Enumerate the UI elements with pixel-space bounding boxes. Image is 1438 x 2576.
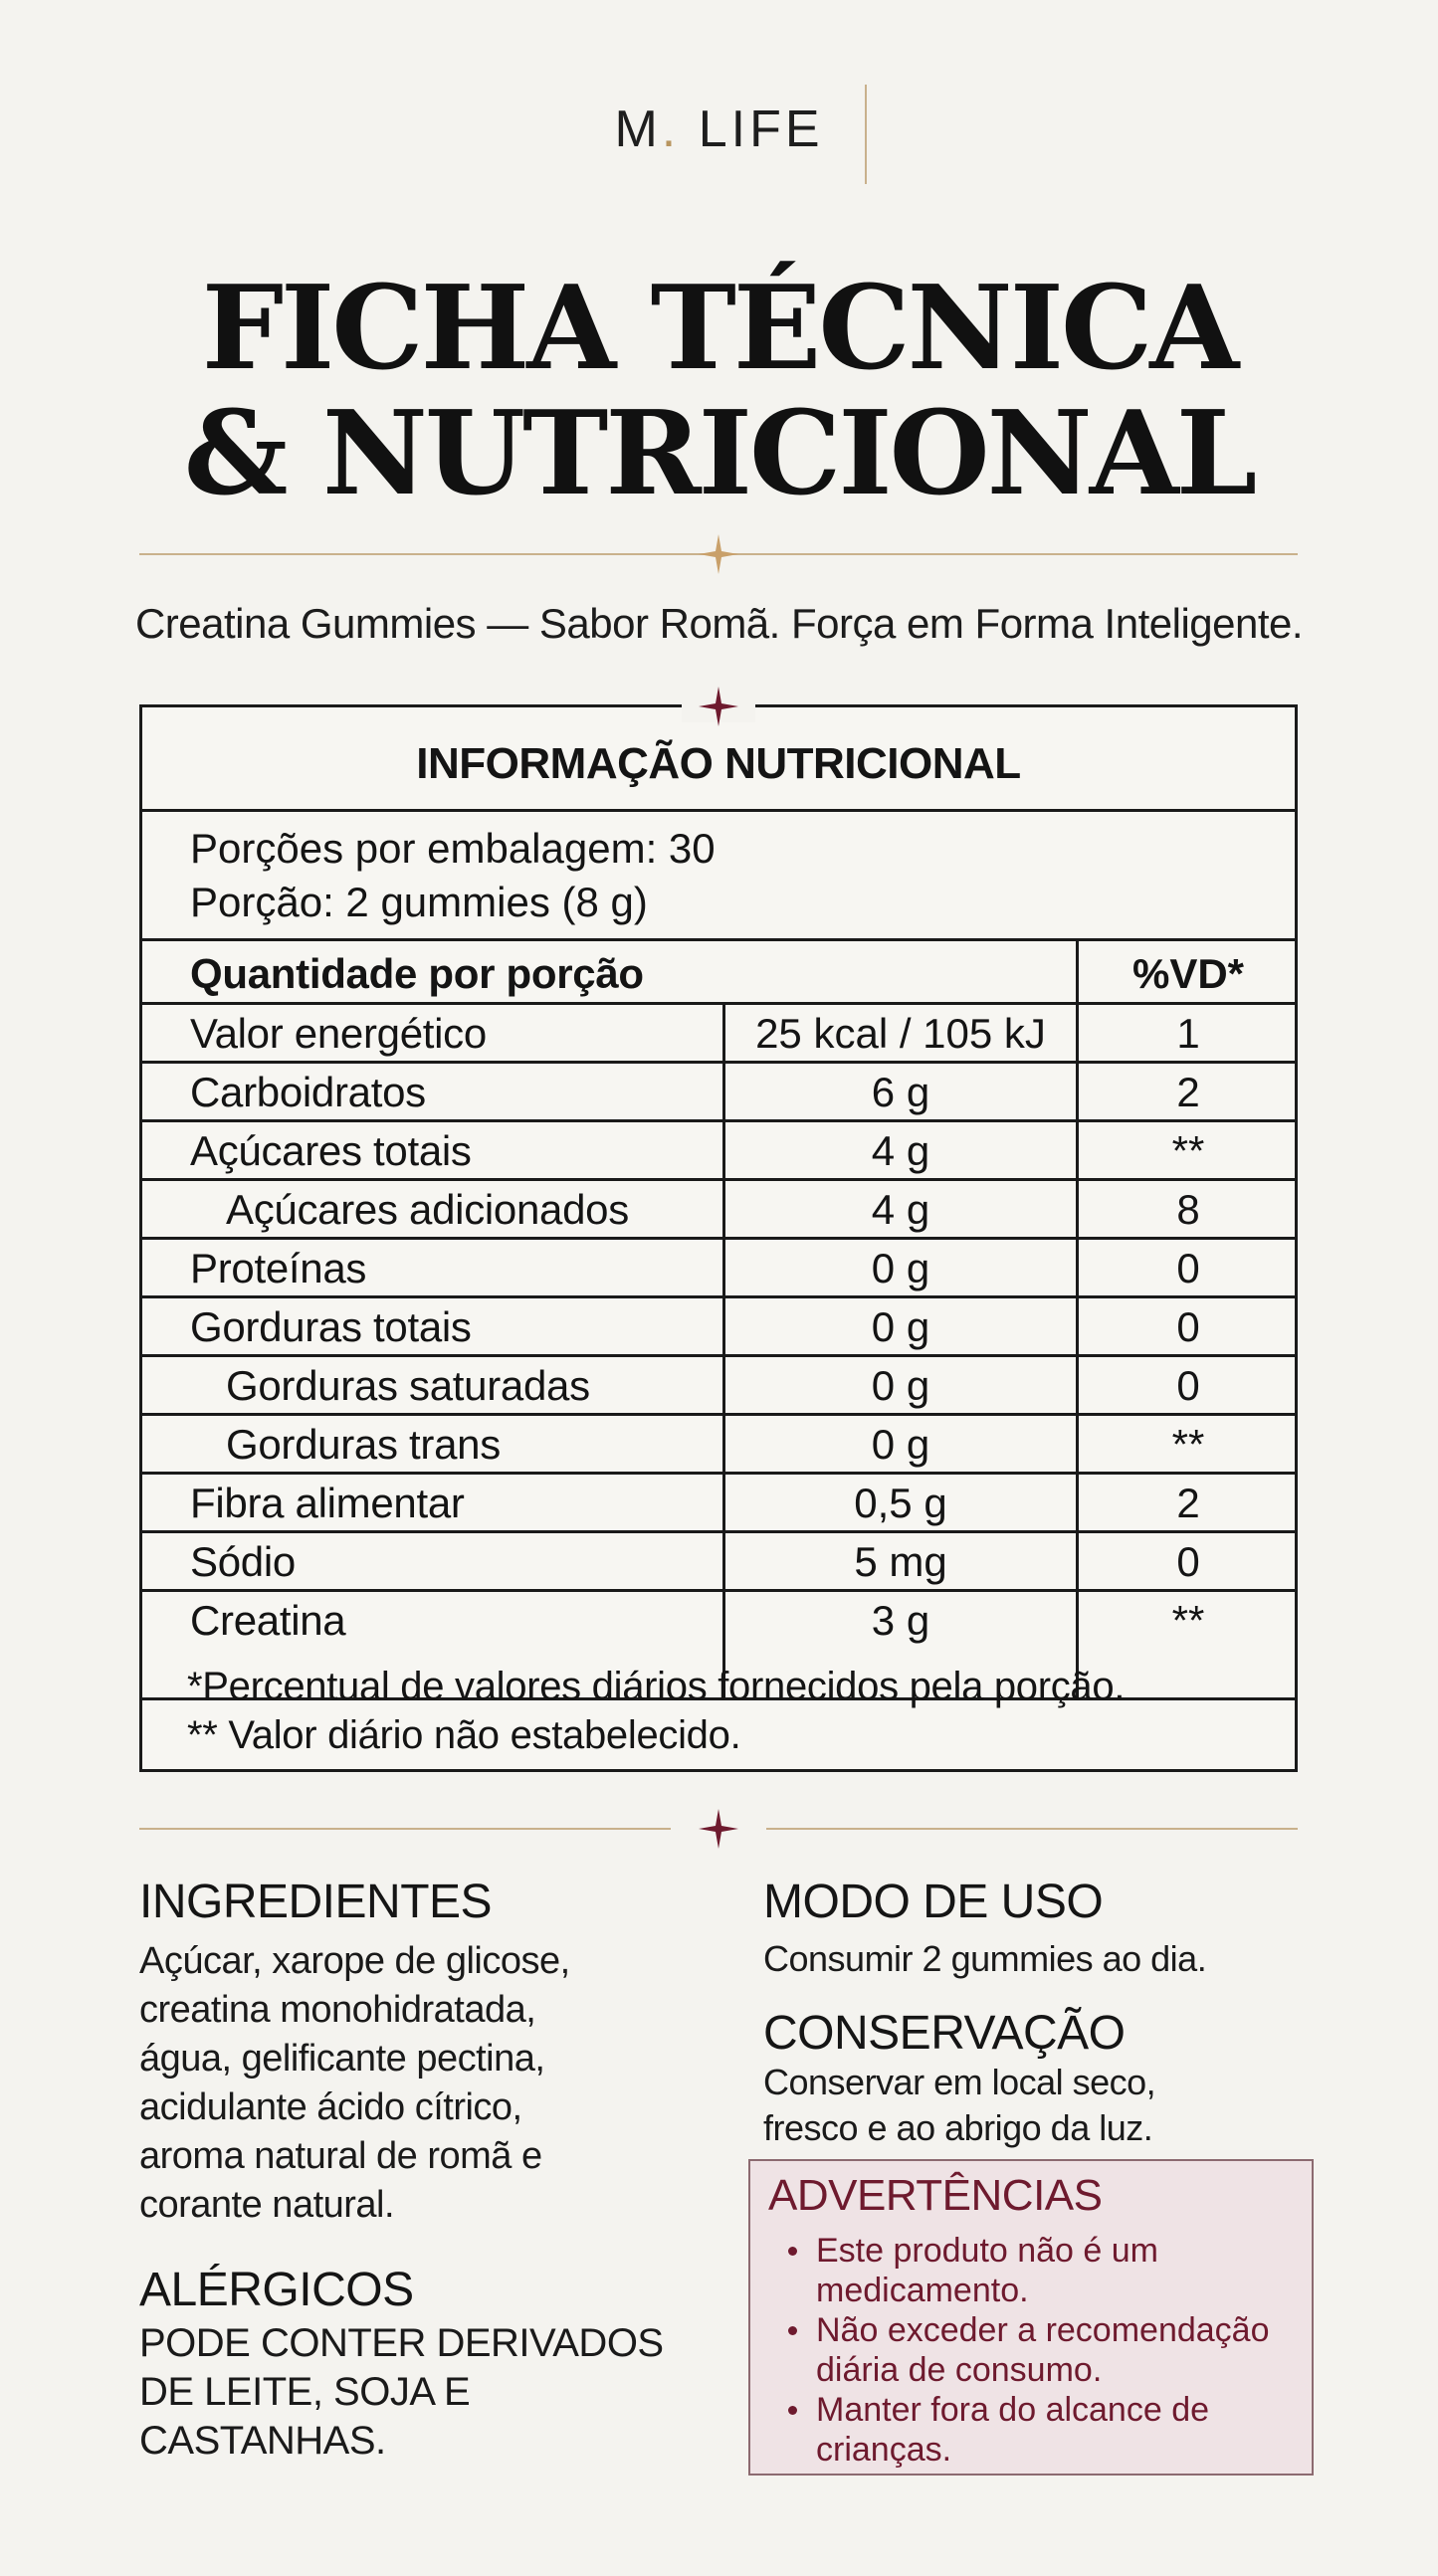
row-label-trans-fat: Gorduras trans — [226, 1421, 501, 1468]
row-vd-total-sugars: ** — [1171, 1127, 1205, 1174]
row-amount-fiber: 0,5 g — [854, 1480, 947, 1526]
warning-line: Manter fora do alcance de — [816, 2391, 1210, 2429]
row-label-sodium: Sódio — [190, 1538, 296, 1585]
warning-item — [770, 2390, 1308, 2470]
ingredients-heading: INGREDIENTES — [139, 1876, 493, 1928]
table-rule — [142, 1354, 1295, 1357]
allergens-line: PODE CONTER DERIVADOS — [139, 2321, 664, 2365]
brand-dot: . — [661, 100, 681, 158]
row-amount-sodium: 5 mg — [854, 1538, 947, 1585]
ingredients-text — [139, 1937, 570, 2230]
table-rule — [142, 938, 1295, 941]
table-rule — [142, 1061, 1295, 1064]
storage-text — [763, 2060, 1155, 2151]
ingredients-line: creatina monohidratada, — [139, 1989, 536, 2031]
table-rule — [142, 1530, 1295, 1533]
table-rule — [142, 1295, 1295, 1298]
row-vd-saturated-fat: 0 — [1176, 1362, 1200, 1409]
row-vd-sodium: 0 — [1176, 1538, 1200, 1585]
allergens-heading: ALÉRGICOS — [139, 2264, 414, 2316]
row-amount-saturated-fat: 0 g — [871, 1362, 930, 1409]
row-label-added-sugars: Açúcares adicionados — [226, 1186, 629, 1233]
row-vd-added-sugars: 8 — [1176, 1186, 1200, 1233]
warning-line: diária de consumo. — [816, 2351, 1103, 2389]
row-amount-protein: 0 g — [871, 1245, 930, 1291]
row-amount-carbs: 6 g — [871, 1069, 930, 1115]
header-vd: %VD* — [1131, 950, 1245, 997]
row-amount-total-fat: 0 g — [871, 1303, 930, 1350]
warning-item — [770, 2231, 1308, 2310]
table-rule — [142, 809, 1295, 812]
product-subtitle: Creatina Gummies — Sabor Romã. Força em Forma Inteligente. — [134, 600, 1304, 647]
brand-suffix: LIFE — [680, 100, 824, 158]
sparkle-icon — [697, 685, 740, 728]
brand-logo — [0, 99, 1438, 159]
servings-per-package: Porções por embalagem: 30 — [190, 825, 716, 872]
warnings-heading: ADVERTÊNCIAS — [768, 2171, 1103, 2220]
ingredients-line: acidulante ácido cítrico, — [139, 2086, 522, 2128]
warnings-list — [770, 2231, 1308, 2470]
table-rule — [142, 1178, 1295, 1181]
storage-line: fresco e ao abrigo da luz. — [763, 2107, 1153, 2148]
row-vd-energy: 1 — [1176, 1010, 1200, 1057]
warning-line: Este produto não é um — [816, 2232, 1159, 2270]
ingredients-line: aroma natural de romã e — [139, 2135, 542, 2177]
footnote-vd: *Percentual de valores diários fornecidos pela porção. — [187, 1665, 1126, 1708]
warning-line: crianças. — [816, 2431, 952, 2469]
row-vd-protein: 0 — [1176, 1245, 1200, 1291]
footnote-no-vd: ** Valor diário não estabelecido. — [187, 1713, 741, 1757]
row-vd-trans-fat: ** — [1171, 1421, 1205, 1468]
warning-line: medicamento. — [816, 2272, 1029, 2309]
row-vd-total-fat: 0 — [1176, 1303, 1200, 1350]
row-vd-creatine: ** — [1171, 1597, 1205, 1644]
brand-divider — [865, 85, 867, 184]
header-quantity: Quantidade por porção — [190, 950, 644, 997]
sparkle-icon — [697, 532, 740, 576]
sparkle-icon — [697, 1807, 740, 1851]
storage-line: Conservar em local seco, — [763, 2062, 1156, 2102]
row-label-carbs: Carboidratos — [190, 1069, 426, 1115]
row-amount-creatine: 3 g — [871, 1597, 930, 1644]
ingredients-line: água, gelificante pectina, — [139, 2038, 545, 2080]
table-rule — [142, 1119, 1295, 1122]
page-title-line1: FICHA TÉCNICA — [201, 261, 1237, 396]
table-rule — [142, 1413, 1295, 1416]
usage-heading: MODO DE USO — [763, 1876, 1104, 1928]
ingredients-line: Açúcar, xarope de glicose, — [139, 1940, 570, 1982]
storage-heading: CONSERVAÇÃO — [763, 2007, 1126, 2060]
row-label-total-fat: Gorduras totais — [190, 1303, 472, 1350]
section-divider-right — [766, 1828, 1298, 1830]
row-amount-total-sugars: 4 g — [871, 1127, 930, 1174]
row-label-energy: Valor energético — [190, 1010, 487, 1057]
row-label-total-sugars: Açúcares totais — [190, 1127, 472, 1174]
allergens-text — [139, 2319, 664, 2466]
row-vd-fiber: 2 — [1176, 1480, 1200, 1526]
row-amount-energy: 25 kcal / 105 kJ — [755, 1010, 1046, 1057]
nutrition-heading: INFORMAÇÃO NUTRICIONAL — [416, 739, 1021, 788]
allergens-line: DE LEITE, SOJA E — [139, 2370, 471, 2414]
row-amount-added-sugars: 4 g — [871, 1186, 930, 1233]
table-rule — [142, 1472, 1295, 1475]
usage-text: Consumir 2 gummies ao dia. — [763, 1938, 1207, 1979]
row-label-saturated-fat: Gorduras saturadas — [226, 1362, 590, 1409]
warnings-box — [748, 2159, 1314, 2476]
table-rule — [142, 1589, 1295, 1592]
ingredients-line: corante natural. — [139, 2184, 395, 2226]
nutrition-table — [139, 704, 1298, 1772]
page-title-line2: & NUTRICIONAL — [183, 386, 1255, 521]
row-amount-trans-fat: 0 g — [871, 1421, 930, 1468]
table-rule — [142, 1237, 1295, 1240]
warning-line: Não exceder a recomendação — [816, 2311, 1270, 2349]
allergens-line: CASTANHAS. — [139, 2419, 386, 2463]
section-divider-left — [139, 1828, 671, 1830]
row-vd-carbs: 2 — [1176, 1069, 1200, 1115]
table-rule — [142, 1002, 1295, 1005]
row-label-protein: Proteínas — [190, 1245, 367, 1291]
brand-prefix: M — [614, 100, 662, 158]
row-label-fiber: Fibra alimentar — [190, 1480, 465, 1526]
row-label-creatine: Creatina — [190, 1597, 346, 1644]
warning-item — [770, 2310, 1308, 2390]
serving-size: Porção: 2 gummies (8 g) — [190, 879, 648, 925]
